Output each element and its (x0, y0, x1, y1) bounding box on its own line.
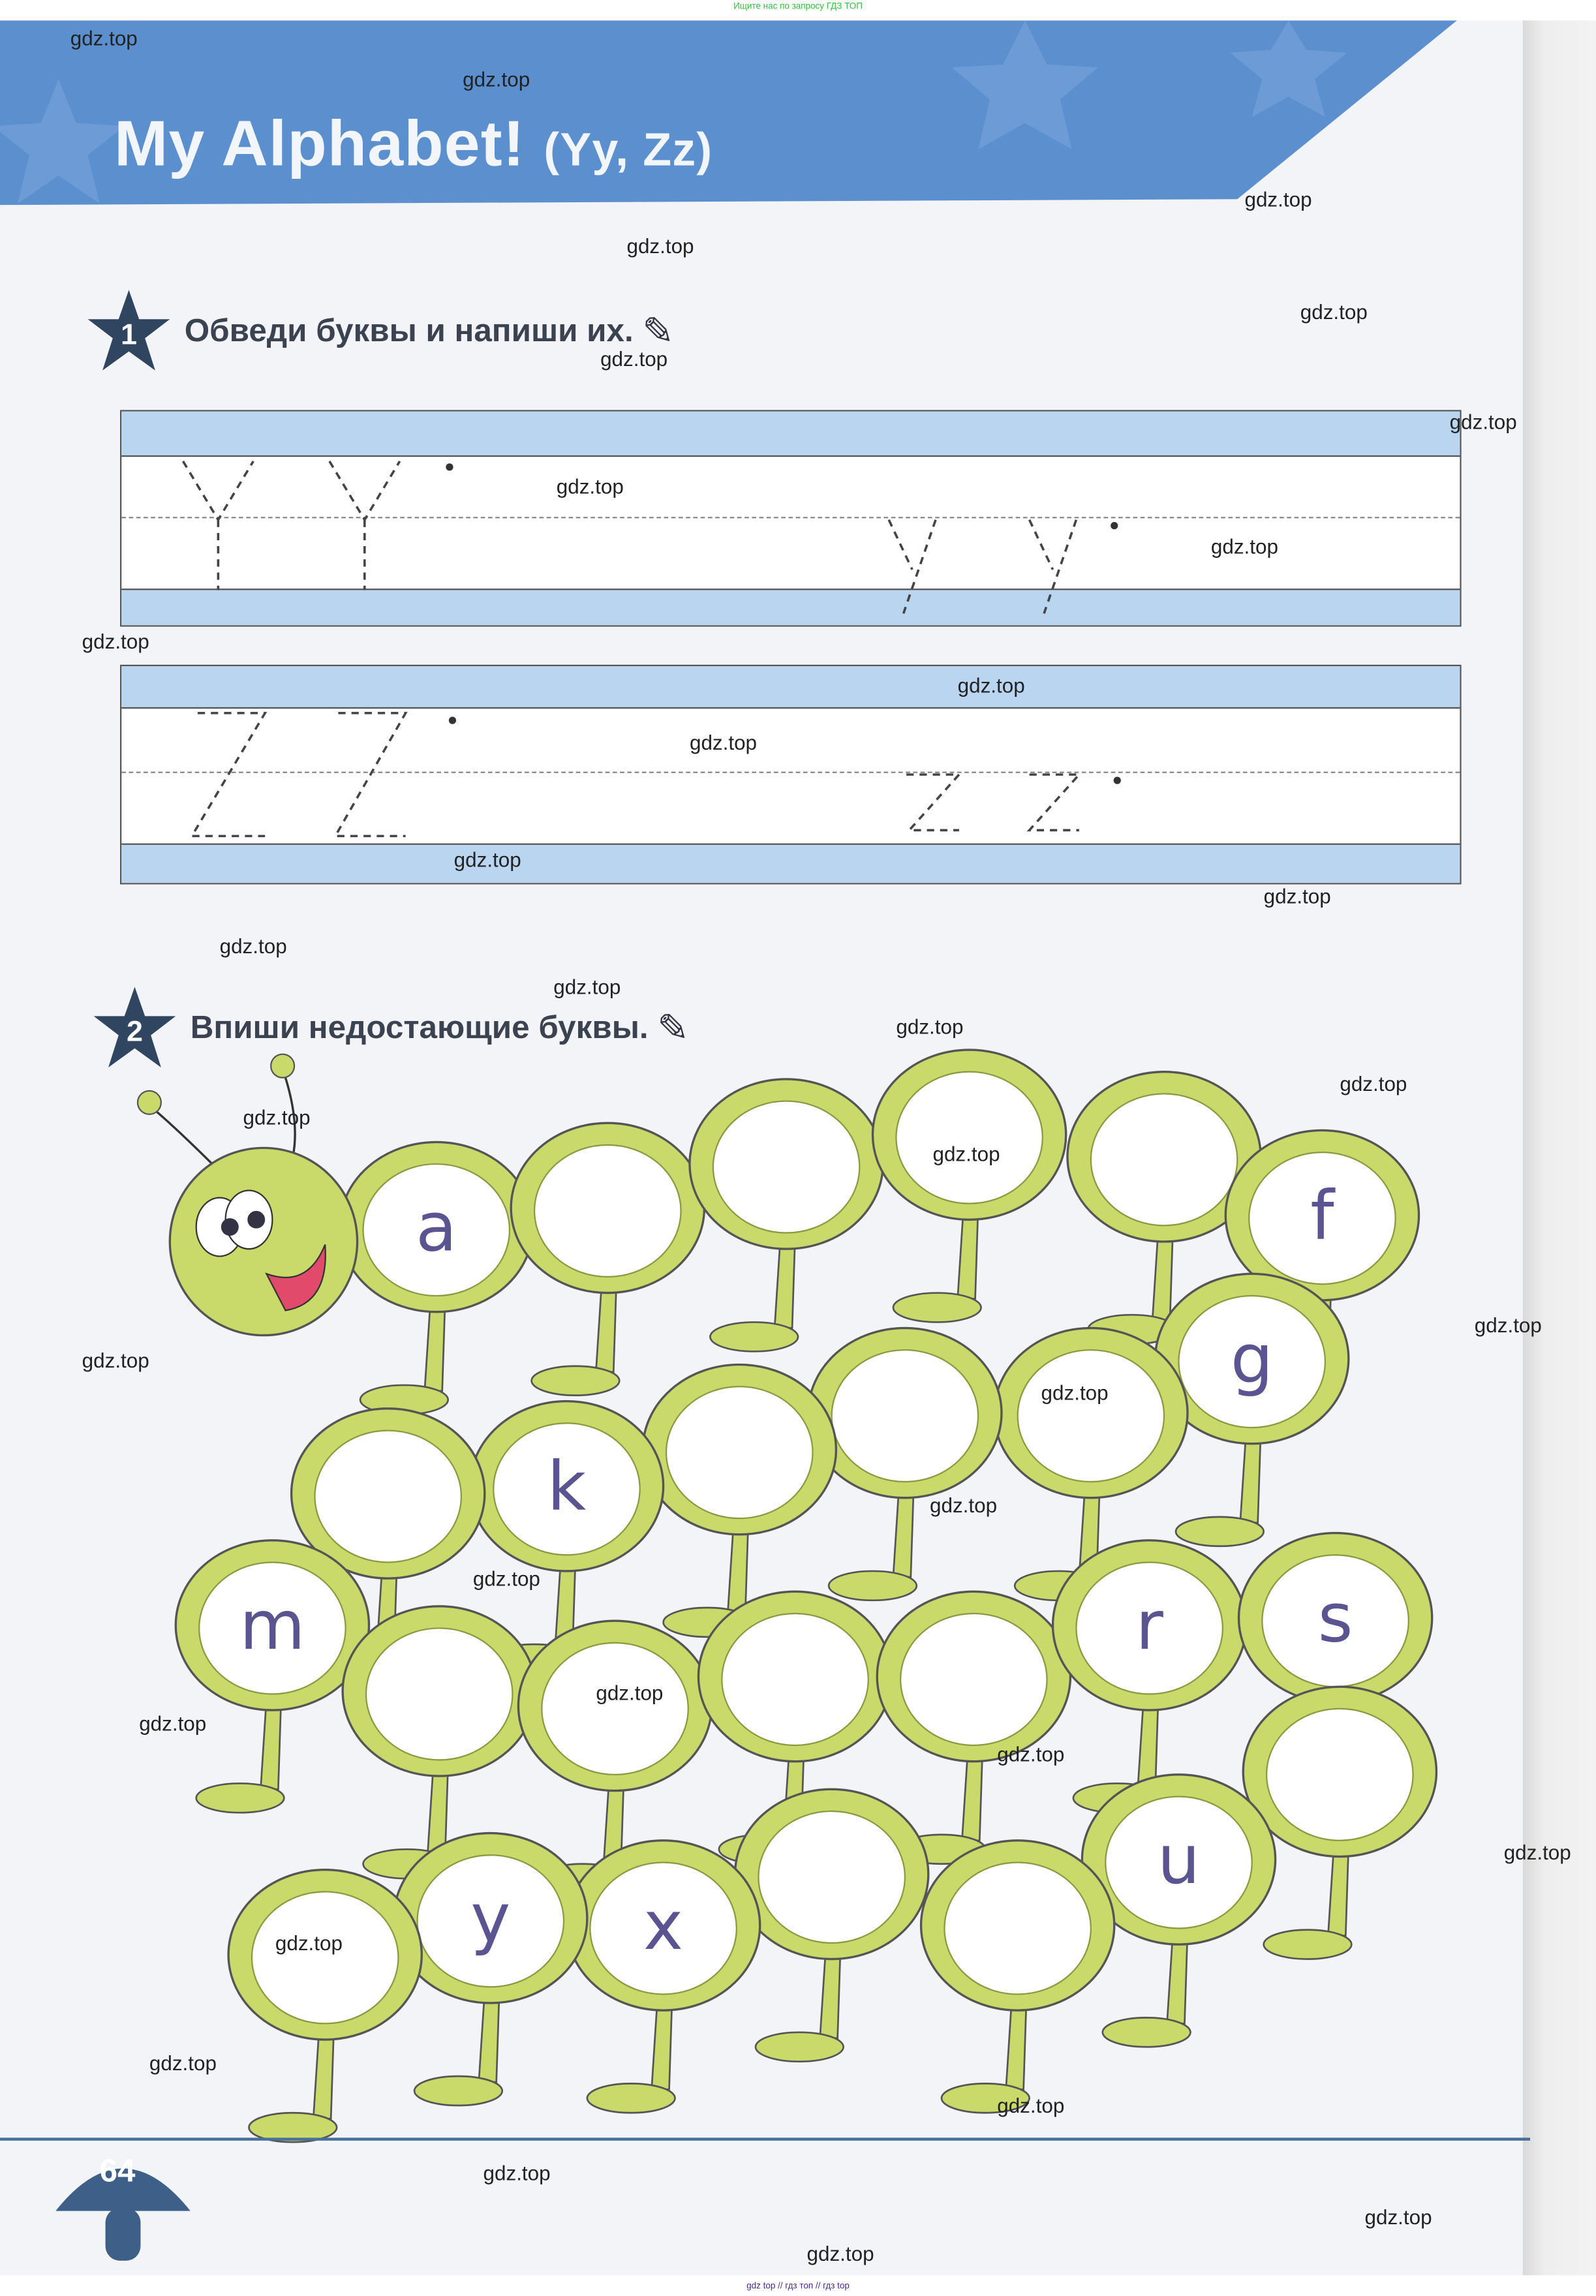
foot (1103, 2017, 1191, 2047)
watermark: gdz.top (1041, 1381, 1109, 1405)
foot (893, 1293, 981, 1323)
foot (196, 1783, 284, 1813)
foot (414, 2076, 502, 2105)
caterpillar-segment[interactable] (511, 1123, 704, 1395)
caterpillar-segment[interactable] (394, 1833, 587, 2105)
watermark: gdz.top (997, 2094, 1065, 2117)
segment-letter: k (547, 1447, 587, 1526)
watermark: gdz.top (553, 975, 621, 999)
watermark: gdz.top (600, 346, 668, 371)
watermark: gdz.top (139, 1711, 207, 1736)
watermark: gdz.top (1503, 1840, 1571, 1864)
caterpillar-segment[interactable] (808, 1328, 1002, 1600)
watermark: gdz.top (1263, 884, 1331, 908)
segment-letter: f (1310, 1176, 1334, 1255)
task-1-instruction: Обведи буквы и напиши их. (184, 311, 634, 349)
watermark: gdz.top (219, 934, 287, 958)
watermark: gdz.top (596, 1681, 664, 1705)
segment-letter: y (470, 1879, 511, 1958)
watermark: gdz.top (957, 673, 1025, 697)
caterpillar-segment[interactable] (872, 1050, 1066, 1322)
watermark: gdz.top (1340, 1071, 1407, 1095)
caterpillar-segment[interactable] (921, 1841, 1114, 2113)
watermark: gdz.top (243, 1105, 311, 1129)
watermark: gdz.top (82, 629, 149, 653)
caterpillar-segment[interactable] (566, 1841, 760, 2113)
watermark: gdz.top (556, 474, 624, 498)
segment-letter: a (416, 1188, 457, 1267)
caterpillar-segment[interactable] (228, 1870, 422, 2142)
watermark: gdz.top (463, 67, 530, 91)
watermark: gdz.top (483, 2161, 551, 2185)
watermark: gdz.top (453, 848, 521, 872)
segment-letter: s (1317, 1579, 1353, 1658)
watermark: gdz.top (1474, 1313, 1542, 1337)
caterpillar-segment[interactable] (340, 1142, 533, 1414)
watermark: gdz.top (82, 1348, 149, 1372)
watermark: gdz.top (275, 1931, 343, 1955)
watermark: gdz.top (1449, 410, 1517, 434)
watermark: gdz.top (806, 2241, 874, 2265)
foot (1264, 1930, 1352, 1959)
watermark: gdz.top (689, 730, 758, 754)
page-number: 64 (99, 2152, 136, 2189)
foot (829, 1571, 917, 1600)
watermark: gdz.top (70, 26, 138, 50)
watermark: gdz.top (997, 1742, 1065, 1766)
caterpillar-segment[interactable] (1053, 1540, 1246, 1813)
watermark: gdz.top (1300, 300, 1368, 324)
segment-letter: r (1135, 1586, 1163, 1665)
search-hint: Ищите нас по запросу ГДЗ ТОП (733, 3, 863, 12)
watermark: gdz.top (1244, 187, 1312, 211)
watermark-footer: gdz top // гдз топ // гдз top (746, 2282, 850, 2292)
segment-letter: u (1157, 1820, 1201, 1899)
page-title: My Alphabet! (Yy, Zz) (114, 108, 713, 181)
caterpillar-segment[interactable] (1243, 1687, 1436, 1959)
caterpillar-segment[interactable] (735, 1789, 928, 2061)
watermark: gdz.top (626, 234, 694, 258)
watermark: gdz.top (149, 2051, 217, 2075)
caterpillar-segment[interactable] (690, 1079, 883, 1351)
foot (756, 2032, 844, 2062)
watermark: gdz.top (1364, 2205, 1432, 2229)
foot (532, 1366, 620, 1396)
watermark: gdz.top (932, 1142, 1000, 1166)
task-2-instruction: Впиши недостающие буквы. (190, 1009, 649, 1046)
watermark: gdz.top (896, 1015, 964, 1039)
segment-letter: m (239, 1586, 305, 1665)
pen-icon: ✎ (657, 1005, 689, 1049)
foot (1176, 1517, 1264, 1546)
svg-text:2: 2 (126, 1014, 143, 1048)
watermark: gdz.top (1210, 534, 1278, 559)
footer-line (0, 2137, 1530, 2139)
pen-icon: ✎ (642, 308, 675, 352)
segment-letter: g (1230, 1320, 1274, 1399)
foot (710, 1322, 798, 1351)
caterpillar-segment[interactable] (176, 1540, 369, 1813)
caterpillar-head (138, 1054, 358, 1336)
watermark: gdz.top (930, 1493, 998, 1517)
svg-text:1: 1 (120, 317, 137, 351)
segment-letter: x (643, 1886, 684, 1965)
foot (587, 2083, 675, 2113)
watermark: gdz.top (472, 1567, 540, 1591)
